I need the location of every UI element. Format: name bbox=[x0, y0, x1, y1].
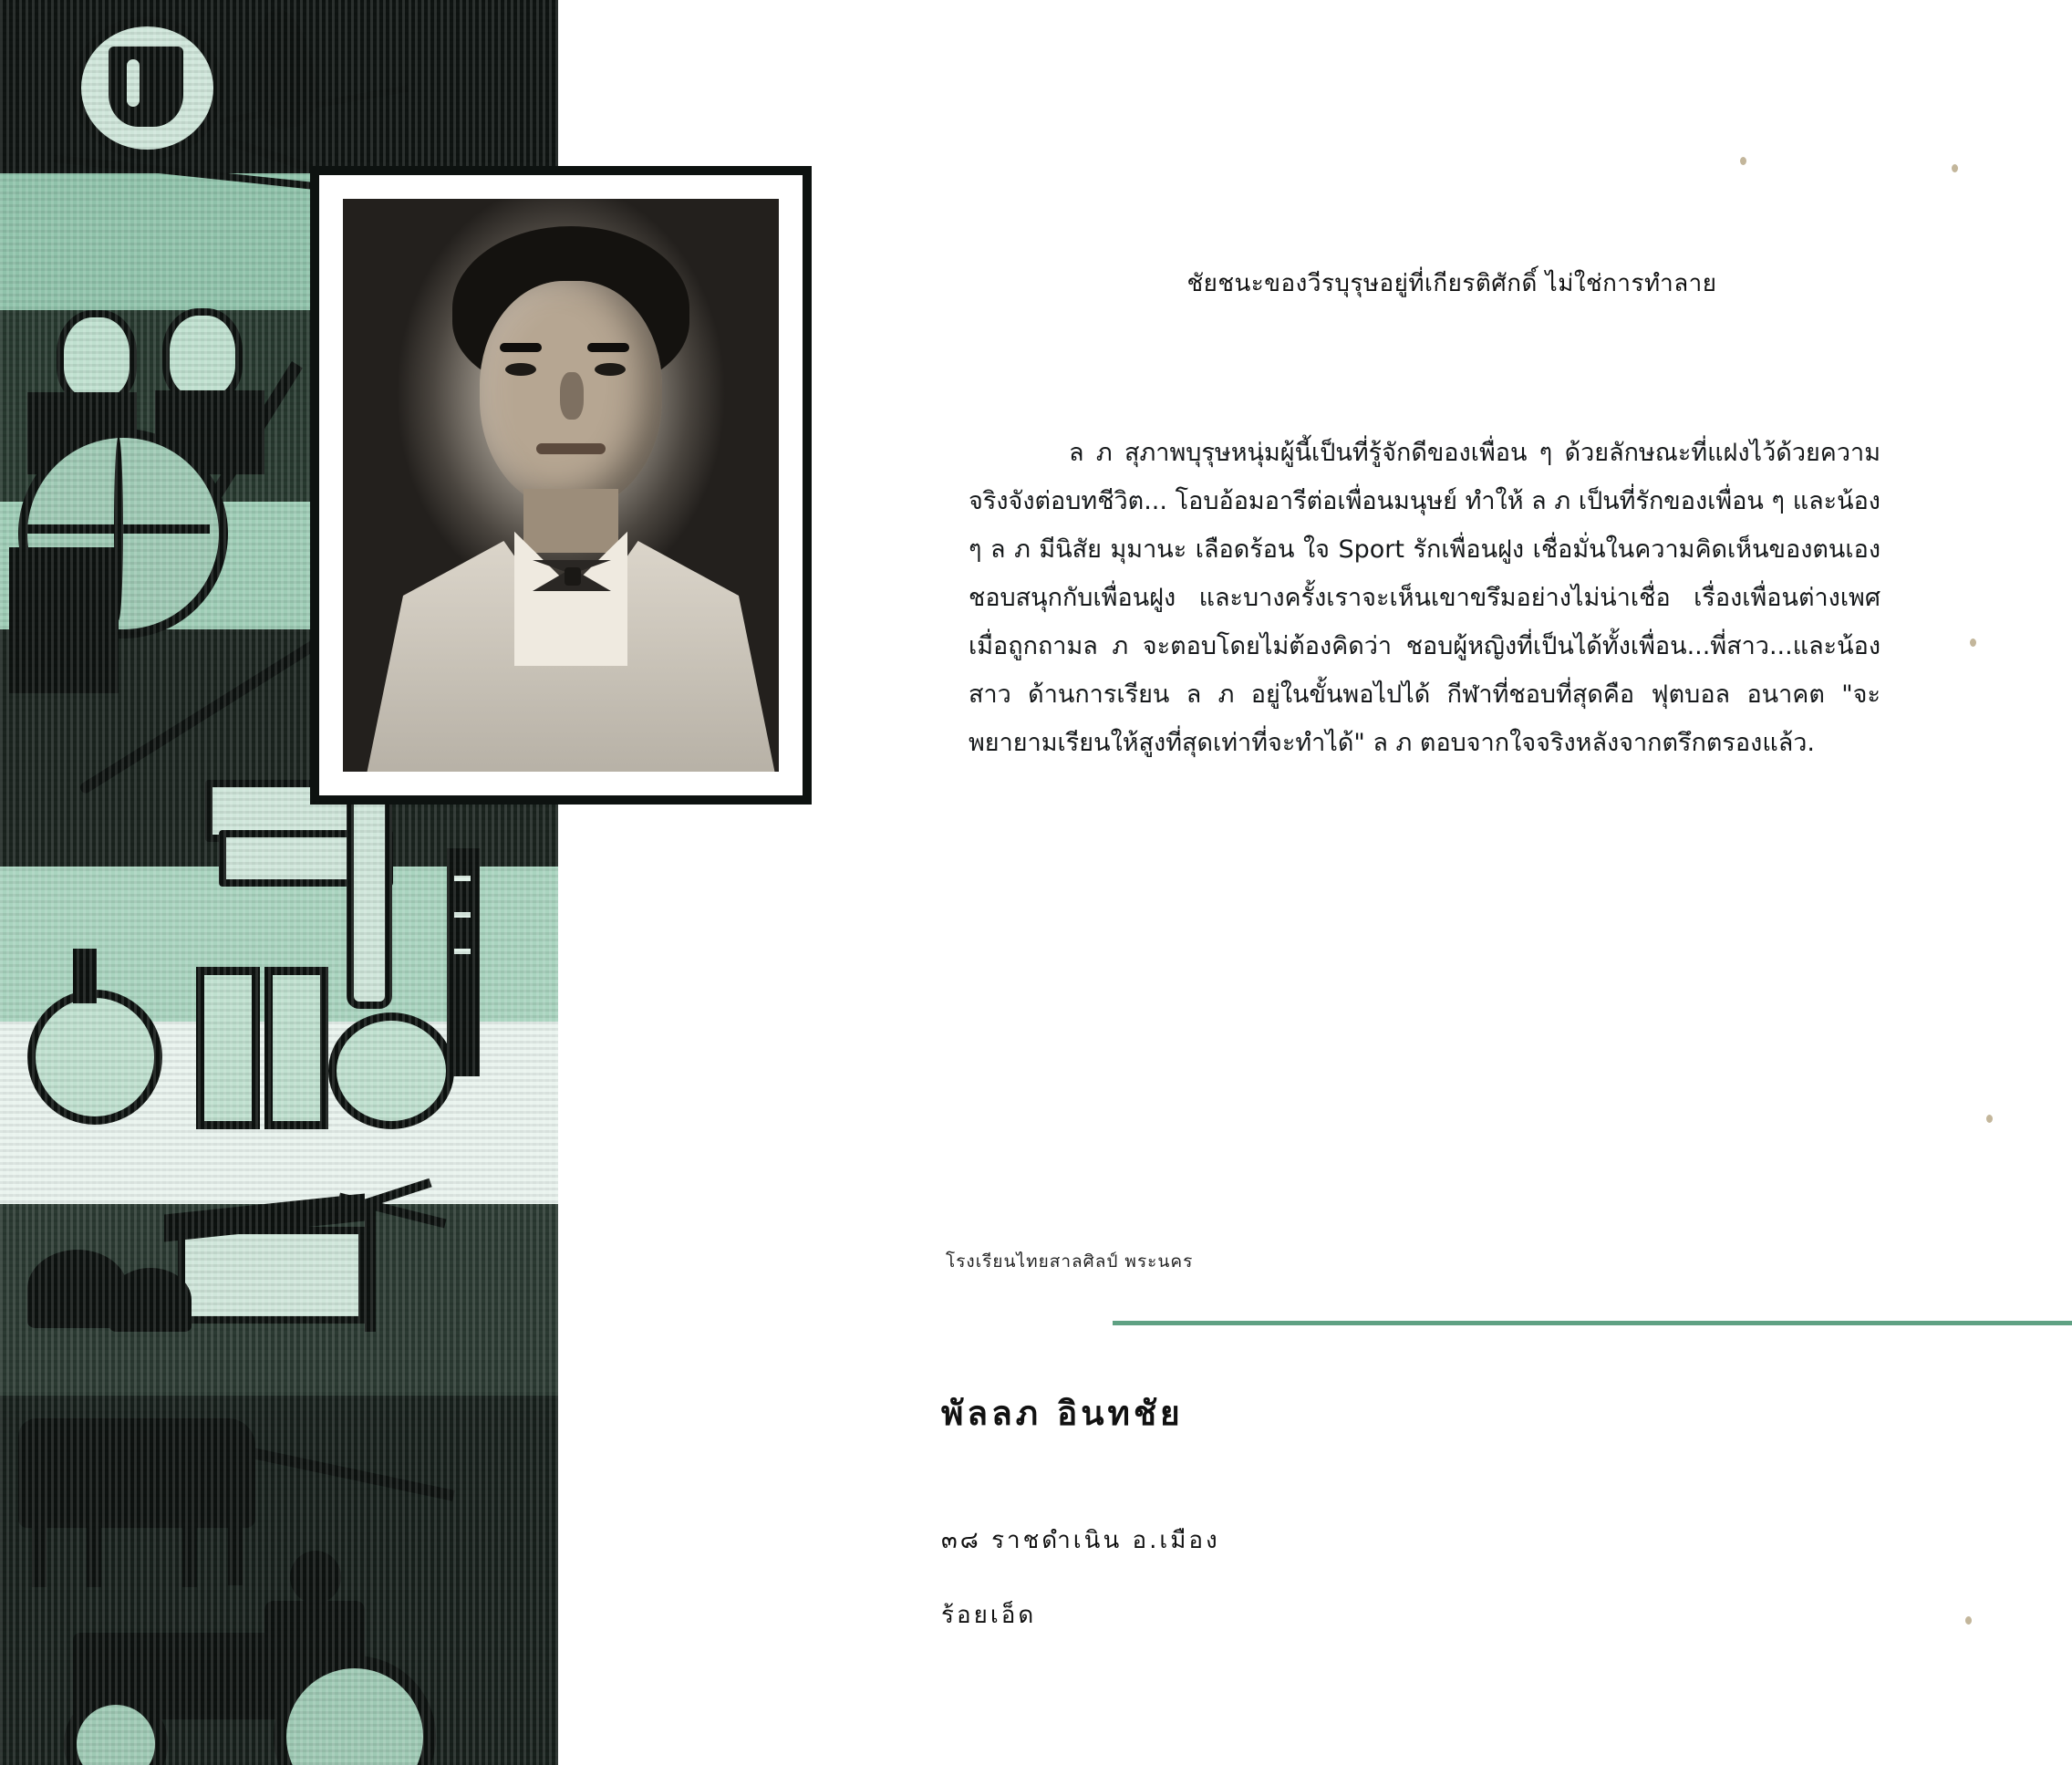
biography-paragraph: ล ภ สุภาพบุรุษหนุ่มผู้นี้เป็นที่รู้จักดีของเพื่อน ๆ ด้วยลักษณะที่แฝงไว้ด้วยความจริงจังต่อบทชีวิต... โอบอ้อมอารีต่อเพื่อนมนุษย์ ทำให้ ล ภ เป็นที่รักของเพื่อน ๆ และน้อง ๆ ล ภ มีนิสัย มุมานะ เลือดร้อน ใจ Sport รักเพื่อนฝูง เชื่อมั่นในความคิดเห็นของตนเอง ชอบสนุกกับเพื่อนฝูง และบางครั้งเราจะเห็นเขาขรึมอย่างไม่น่าเชื่อ เรื่องเพื่อนต่างเพศ เมื่อถูกถามล ภ จะตอบโดยไม่ต้องคิดว่า ชอบผู้หญิงที่เป็นได้ทั้งเพื่อน...พี่สาว...และน้องสาว ด้านการเรียน ล ภ อยู่ในขั้นพอไปได้ กีฬาที่ชอบที่สุดคือ ฟุตบอล อนาคต "จะพยายามเรียนให้สูงที่สุดเท่าที่จะทำได้" ล ภ ตอบจากใจจริงหลังจากตรึกตรองแล้ว. bbox=[969, 439, 1880, 757]
person-name: พัลลภ อินทชัย bbox=[941, 1394, 1184, 1433]
page-speck bbox=[1740, 157, 1746, 165]
page-headline: ชัยชนะของวีรบุรุษอยู่ที่เกียรติศักดิ์ ไม่ใช่การทำลาย bbox=[1186, 270, 1717, 297]
page-speck bbox=[1986, 1115, 1993, 1123]
page-content bbox=[558, 0, 2072, 1765]
school-name: โรงเรียนไทยสาลศิลป์ พระนคร bbox=[946, 1251, 1194, 1272]
page-speck bbox=[1965, 1616, 1972, 1625]
biography-text-block bbox=[969, 429, 1880, 767]
address-line-1: ๓๘ ราชดำเนิน อ.เมือง bbox=[941, 1527, 1220, 1554]
page-speck bbox=[1952, 164, 1958, 172]
address-line-2: ร้อยเอ็ด bbox=[941, 1602, 1037, 1629]
page-speck bbox=[1970, 639, 1976, 647]
horizontal-divider bbox=[1113, 1321, 2072, 1325]
